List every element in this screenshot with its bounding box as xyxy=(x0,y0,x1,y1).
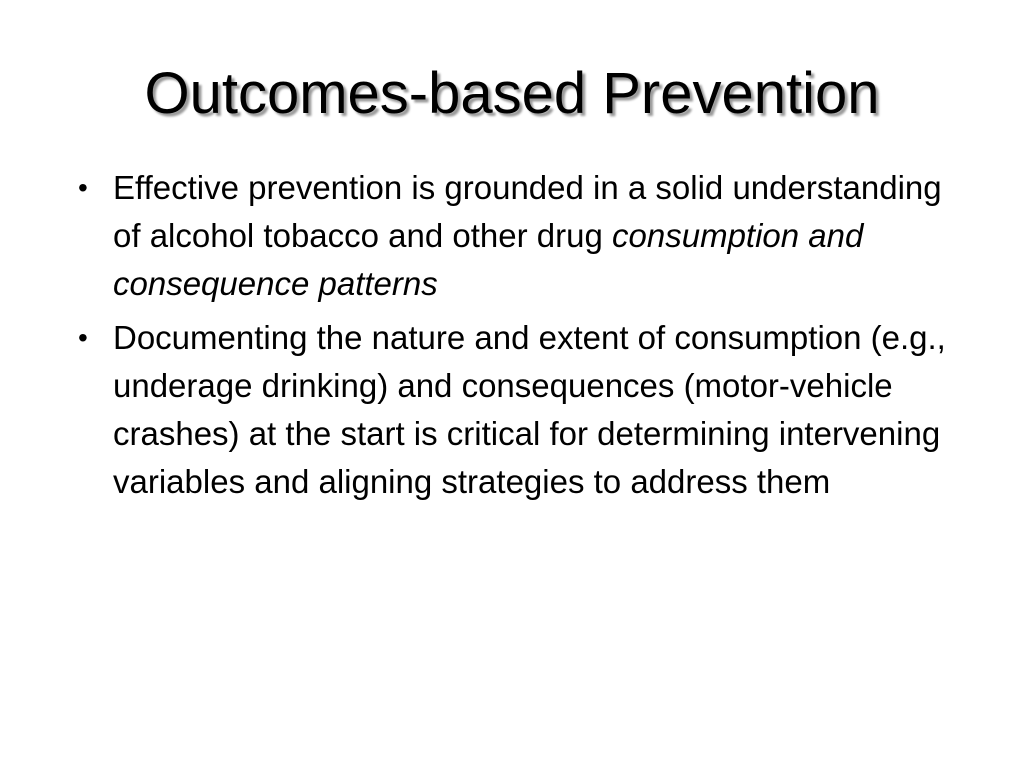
bullet-text: Documenting the nature and extent of consumption (e.g., underage drinking) and consequences (motor-vehicle crashes) at the start is critical for determining intervening variables and aligning strategies to address them xyxy=(113,319,946,500)
bullet-item xyxy=(78,314,958,506)
bullet-text: Effective prevention is grounded in a solid understanding of alcohol tobacco and other drug xyxy=(113,169,942,254)
bullet-item xyxy=(78,164,958,308)
bullet-marker: • xyxy=(78,322,88,353)
slide-title: Outcomes-based Prevention xyxy=(144,61,880,126)
bullet-list xyxy=(78,164,958,512)
bullet-marker: • xyxy=(78,172,88,203)
bullet-emphasis-text: consumption and consequence patterns xyxy=(113,217,864,302)
